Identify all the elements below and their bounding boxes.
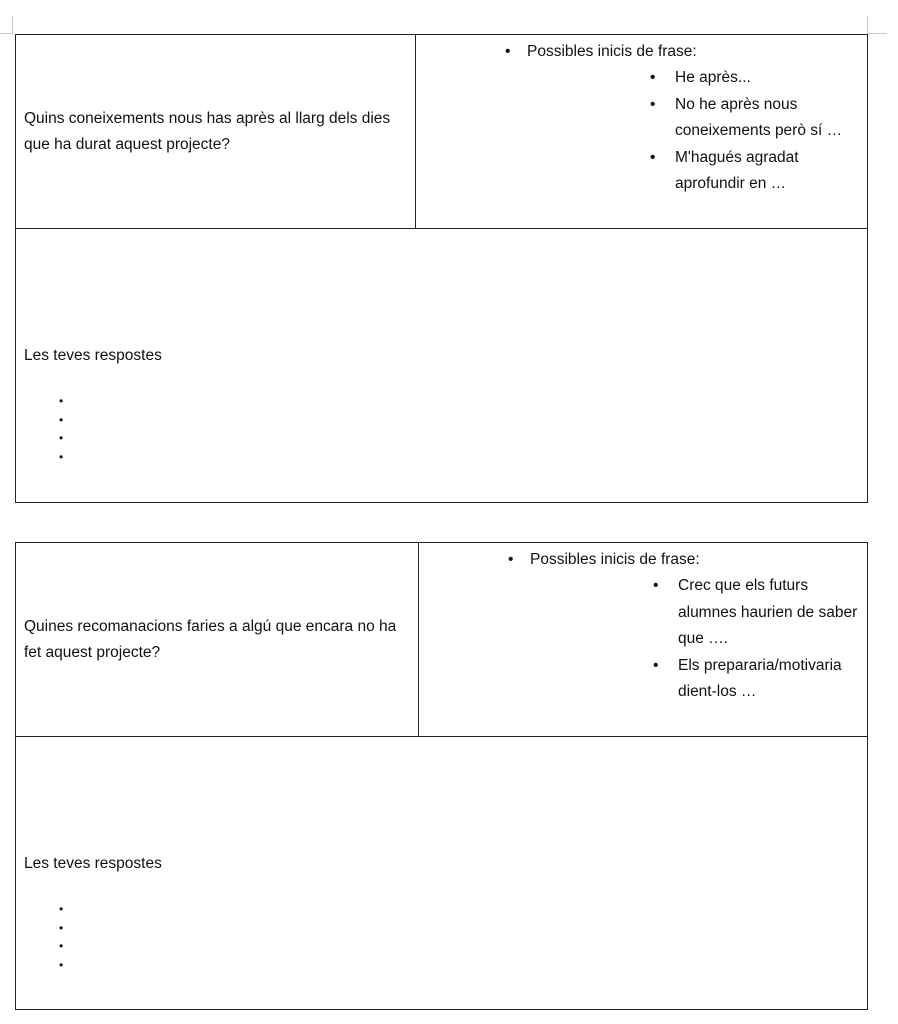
page-margin-mark-top-right-horizontal (867, 33, 887, 35)
question-text: Quins coneixements nous has après al llarg dels dies que ha durat aquest projecte? (24, 109, 391, 153)
answer-bullet[interactable] (59, 448, 63, 467)
reflection-table-2 (15, 542, 868, 1010)
answer-bullet[interactable] (59, 900, 63, 919)
answer-bullet[interactable] (59, 937, 63, 956)
question-text: Quines recomanacions faries a algú que encara no ha fet aquest projecte? (24, 617, 397, 661)
question-row (16, 35, 867, 229)
hints-cell[interactable] (419, 543, 867, 736)
hint-heading: • Possibles inicis de frase: (530, 551, 700, 569)
page-margin-mark-top-left (12, 16, 14, 34)
answer-bullet-list[interactable] (59, 392, 63, 466)
hint-list (675, 65, 855, 198)
reflection-table-1 (15, 34, 868, 503)
answer-label: Les teves respostes (24, 855, 162, 872)
question-cell[interactable] (16, 35, 416, 228)
answer-bullet-list[interactable] (59, 900, 63, 974)
answer-cell[interactable] (16, 229, 867, 502)
answer-label: Les teves respostes (24, 347, 162, 364)
question-row (16, 543, 867, 737)
question-cell[interactable] (16, 543, 419, 736)
answer-bullet[interactable] (59, 429, 63, 448)
hint-list (678, 573, 858, 706)
page-margin-mark-top-right (867, 16, 869, 34)
hint-item: • He après... (675, 65, 855, 92)
page-margin-mark-top-left-horizontal (0, 33, 13, 35)
hint-item: • M'hagués agradat aprofundir en … (675, 145, 855, 198)
answer-cell[interactable] (16, 737, 867, 1009)
answer-bullet[interactable] (59, 919, 63, 938)
hint-item: • Crec que els futurs alumnes haurien de saber que …. (678, 573, 858, 653)
hint-item: • No he après nous coneixements però sí … (675, 92, 855, 145)
answer-bullet[interactable] (59, 411, 63, 430)
answer-bullet[interactable] (59, 956, 63, 975)
hint-heading: • Possibles inicis de frase: (527, 43, 697, 61)
hints-cell[interactable] (416, 35, 867, 228)
answer-bullet[interactable] (59, 392, 63, 411)
hint-item: • Els prepararia/motivaria dient-los … (678, 653, 858, 706)
